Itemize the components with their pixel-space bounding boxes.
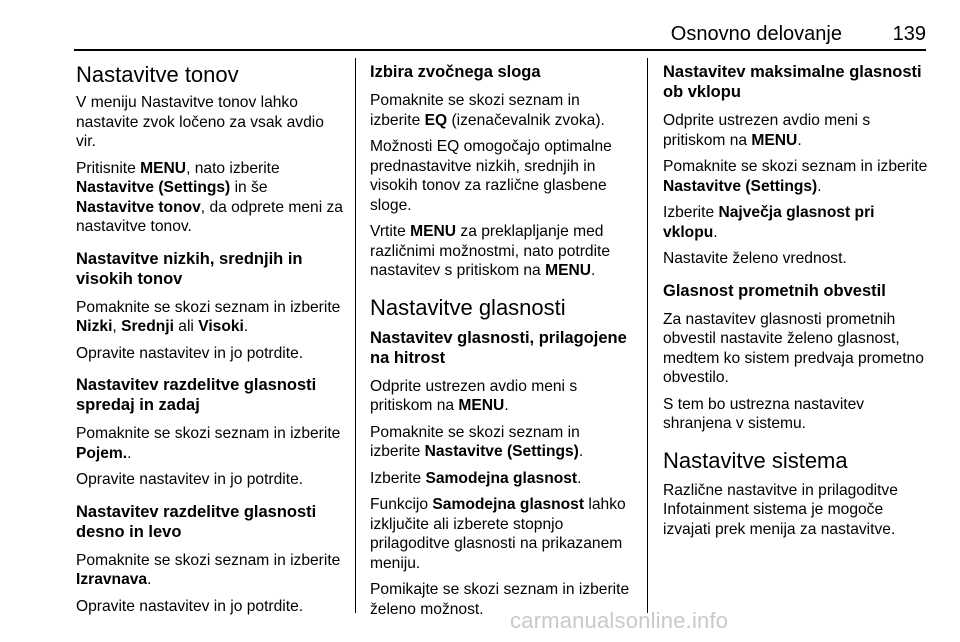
heading-speed-volume: Nastavitev glasnosti, prilagojene na hitrost: [370, 328, 627, 367]
paragraph: Opravite nastavitev in jo potrdite.: [76, 597, 304, 615]
paragraph: Pomaknite se skozi seznam in izberite Nastavitve (Settings).: [663, 158, 928, 195]
paragraph: Pomaknite se skozi seznam in izberite Pojem..: [76, 425, 341, 462]
paragraph: Različne nastavitve in prilagoditve Infotainment sistema je mogoče izvajati prek menija za nastavitve.: [663, 481, 898, 538]
heading-fader: Nastavitev razdelitve glasnosti spredaj in zadaj: [76, 376, 317, 414]
paragraph: Pritisnite MENU, nato izberite Nastavitve (Settings) in še Nastavitve tonov, da odprete meni za nastavitve tonov.: [76, 159, 343, 235]
paragraph: Opravite nastavitev in jo potrdite.: [76, 471, 304, 488]
section-title: Osnovno delovanje: [670, 23, 842, 45]
paragraph: Vrtite MENU za preklapljanje med različnimi možnostmi, nato potrdite nastavitev s pritiskom na MENU.: [370, 223, 611, 279]
page-header: [74, 23, 926, 47]
paragraph: Izberite Samodejna glasnost.: [370, 469, 582, 487]
column-divider: [647, 58, 648, 613]
heading-eq: Izbira zvočnega sloga: [370, 63, 541, 81]
paragraph: Nastavite želeno vrednost.: [663, 250, 847, 267]
paragraph: Pomaknite se skozi seznam in izberite EQ (izenačevalnik zvoka).: [370, 92, 605, 129]
heading-bass-mid-treble: Nastavitve nizkih, srednjih in visokih tonov: [76, 249, 303, 288]
header-rule: [74, 49, 926, 51]
heading-max-startup-volume: Nastavitev maksimalne glasnosti ob vklopu: [663, 63, 922, 101]
paragraph: Odprite ustrezen avdio meni s pritiskom na MENU.: [663, 112, 871, 149]
paragraph: Možnosti EQ omogočajo optimalne prednastavitve nizkih, srednjih in visokih tonov za različne glasbene sloge.: [370, 138, 612, 214]
heading-volume-settings: Nastavitve glasnosti: [370, 294, 566, 320]
column-left: [76, 62, 344, 623]
heading-system-settings: Nastavitve sistema: [663, 447, 848, 473]
column-right: [663, 62, 931, 546]
heading-balance: Nastavitev razdelitve glasnosti desno in levo: [76, 502, 317, 541]
paragraph: Pomikajte se skozi seznam in izberite želeno možnost.: [370, 581, 630, 618]
paragraph: Izberite Največja glasnost pri vklopu.: [663, 204, 875, 241]
paragraph: Opravite nastavitev in jo potrdite.: [76, 344, 304, 362]
paragraph: Odprite ustrezen avdio meni s pritiskom na MENU.: [370, 377, 578, 414]
paragraph: Funkcijo Samodejna glasnost lahko izključite ali izberete stopnjo prilagoditve glasnosti na prikazanem meniju.: [370, 496, 626, 572]
column-divider: [355, 58, 356, 613]
paragraph: Za nastavitev glasnosti prometnih obvestil nastavite želeno glasnost, medtem ko sistem predvaja prometno obvestilo.: [663, 310, 924, 386]
paragraph: V meniju Nastavitve tonov lahko nastavite zvok ločeno za vsak avdio vir.: [76, 94, 324, 150]
heading-traffic-volume: Glasnost prometnih obvestil: [663, 281, 886, 300]
paragraph: Pomaknite se skozi seznam in izberite Nastavitve (Settings).: [370, 423, 584, 460]
paragraph: S tem bo ustrezna nastavitev shranjena v sistemu.: [663, 395, 865, 432]
column-middle: [370, 62, 634, 626]
heading-tone-settings: Nastavitve tonov: [76, 62, 239, 87]
page-number: 139: [892, 23, 926, 45]
paragraph: Pomaknite se skozi seznam in izberite Izravnava.: [76, 551, 341, 588]
paragraph: Pomaknite se skozi seznam in izberite Nizki, Srednji ali Visoki.: [76, 298, 341, 335]
watermark: carmanualsonline.info: [510, 608, 729, 633]
